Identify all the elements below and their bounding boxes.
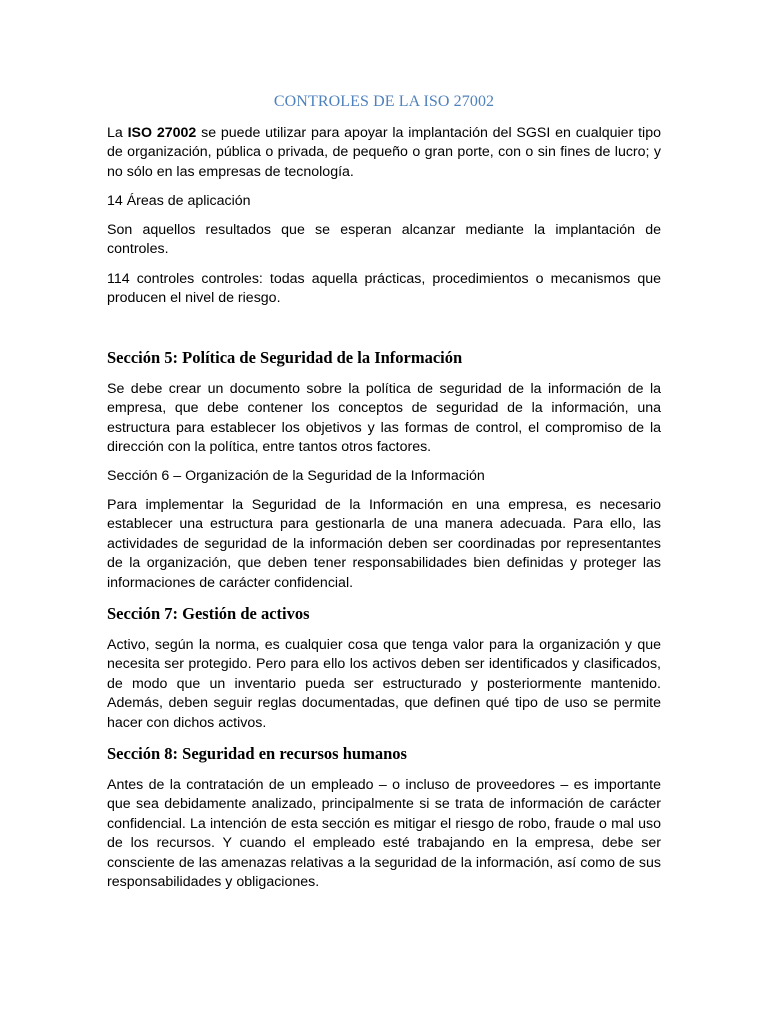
section7-heading: Sección 7: Gestión de activos: [107, 604, 310, 623]
intro-paragraph: [107, 124, 661, 182]
document-title: CONTROLES DE LA ISO 27002: [273, 93, 495, 110]
intro-bold-term: ISO 27002: [127, 125, 197, 141]
section8-heading: Sección 8: Seguridad en recursos humanos: [107, 744, 407, 763]
areas-paragraph: 14 Áreas de aplicación: [107, 193, 251, 209]
section6-body: Para implementar la Seguridad de la Información en una empresa, es necesario establecer una estructura para gestionarla de una manera adecuada. Para ello, las actividades de seguridad de la información deben ser coordinadas por representantes de la organización, que deben tener responsabilidades bien definidas y proteger las informaciones de carácter confidencial.: [107, 497, 661, 591]
section6-heading: Sección 6 – Organización de la Seguridad de la Información: [107, 468, 485, 484]
section5-heading: Sección 5: Política de Seguridad de la Información: [107, 348, 463, 367]
section8-body: Antes de la contratación de un empleado – o incluso de proveedores – es importante que sea debidamente analizado, principalmente si se trata de información de carácter confidencial. La intención de esta sección es mitigar el riesgo de robo, fraude o mal uso de los recursos. Y cuando el empleado esté trabajando en la empresa, debe ser consciente de las amenazas relativas a la seguridad de la información, así como de sus responsabilidades y obligaciones.: [107, 777, 661, 891]
controls-paragraph: 114 controles controles: todas aquella prácticas, procedimientos o mecanismos que producen el nivel de riesgo.: [107, 271, 661, 307]
section5-body: Se debe crear un documento sobre la política de seguridad de la información de la empresa, que debe contener los conceptos de seguridad de la información, una estructura para establecer los objetivos y las formas de control, el compromiso de la dirección con la política, entre tantos otros factores.: [107, 381, 661, 456]
results-paragraph: Son aquellos resultados que se esperan alcanzar mediante la implantación de controles.: [107, 222, 661, 258]
intro-rest: se puede utilizar para apoyar la implantación del SGSI en cualquier tipo de organización, pública o privada, de pequeño o gran porte, con o sin fines de lucro; y no sólo en las empresas de tecnología.: [107, 125, 661, 180]
intro-prefix: La: [107, 125, 128, 141]
section7-body: Activo, según la norma, es cualquier cosa que tenga valor para la organización y que necesita ser protegido. Pero para ello los activos deben ser identificados y clasificados, de modo que un inventario pueda ser estructurado y posteriormente mantenido. Además, deben seguir reglas documentadas, que definen qué tipo de uso se permite hacer con dichos activos.: [107, 637, 661, 731]
